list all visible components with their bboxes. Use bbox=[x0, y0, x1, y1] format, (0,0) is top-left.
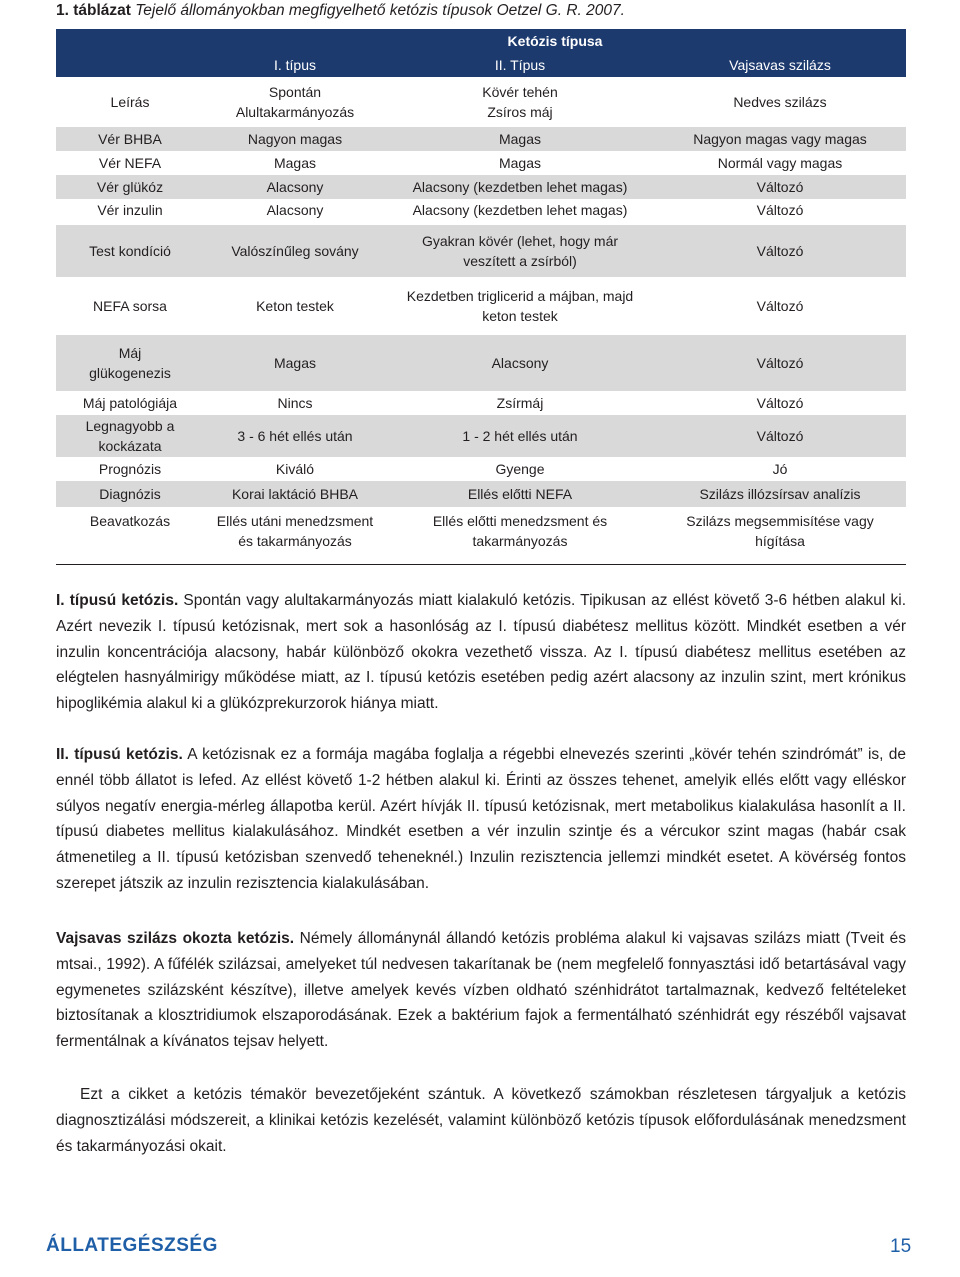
cell: Magas bbox=[204, 151, 386, 175]
cell: Ellés előtti menedzsment és takarmányozás bbox=[386, 507, 654, 564]
paragraph-butyric bbox=[56, 926, 906, 1055]
table-row bbox=[56, 335, 906, 391]
cell: Alacsony (kezdetben lehet magas) bbox=[386, 199, 654, 223]
cell: Alacsony bbox=[204, 175, 386, 199]
paragraph-type-2 bbox=[56, 742, 906, 897]
cell: Változó bbox=[654, 223, 906, 277]
paragraph-text: A ketózisnak ez a formája magába foglalja a régebbi elnevezés szerinti „kövér tehén szindrómát” is, de ennél több állatot is lefed. Az ellést követő 1-2 hétben alakul ki. Érinti az összes tehenet, amelyik ellés előtt vagy elléskor súlyos negatív energia-mérleg állapotba kerül. Azért hívják II. típusú ketózisnak, mert metabolikus kialakulása hasonlít a II. típusú diabetes mellitus kialakulásához. Mindkét esetben a vér inzulin szintje és a vércukor szint magas (habár csak átmenetileg a II. típusú ketózisban szenvedő teheneknél.) Inzulin rezisztencia jellemzi mindkét esetet. A kövérség fontos szerepet játszik az inzulin rezisztencia kialakulásában. bbox=[56, 746, 906, 892]
cell: Kezdetben triglicerid a májban, majd keton testek bbox=[386, 277, 654, 335]
table-row bbox=[56, 77, 906, 127]
cell: Változó bbox=[654, 391, 906, 415]
row-label: Vér NEFA bbox=[56, 151, 204, 175]
row-label: Vér glükóz bbox=[56, 175, 204, 199]
cell: 1 - 2 hét ellés után bbox=[386, 415, 654, 457]
cell: 3 - 6 hét ellés után bbox=[204, 415, 386, 457]
cell: Zsírmáj bbox=[386, 391, 654, 415]
row-label: Test kondíció bbox=[56, 223, 204, 277]
cell: Alacsony (kezdetben lehet magas) bbox=[386, 175, 654, 199]
table-caption bbox=[56, 2, 625, 20]
cell: Változó bbox=[654, 415, 906, 457]
paragraph-closing bbox=[56, 1082, 906, 1159]
row-label: Diagnózis bbox=[56, 481, 204, 507]
cell: Nagyon magas vagy magas bbox=[654, 127, 906, 151]
cell: Nedves szilázs bbox=[654, 77, 906, 127]
table-row bbox=[56, 151, 906, 175]
cell: Ellés utáni menedzsment és takarmányozás bbox=[204, 507, 386, 564]
cell: Keton testek bbox=[204, 277, 386, 335]
ketosis-types-table bbox=[56, 29, 906, 565]
cell: Spontán Alultakarmányozás bbox=[204, 77, 386, 127]
cell: Változó bbox=[654, 199, 906, 223]
paragraph-lead: II. típusú ketózis. bbox=[56, 746, 183, 763]
cell: Nincs bbox=[204, 391, 386, 415]
row-label: Máj patológiája bbox=[56, 391, 204, 415]
cell: Magas bbox=[386, 127, 654, 151]
cell: Normál vagy magas bbox=[654, 151, 906, 175]
cell: Ellés előtti NEFA bbox=[386, 481, 654, 507]
cell: Jó bbox=[654, 457, 906, 481]
paragraph-text: Némely állománynál állandó ketózis probléma alakul ki vajsavas szilázs miatt (Tveit és mtsai., 1992). A fűfélék szilázsai, amelyeket túl nedvesen takarítanak be (nem megfelelő fonnyasztási idő betartásával vagy egymenetes szilázsként készítve), illetve amelyek kevés vízben oldható szénhidrátot tartalmaznak, kedvező feltételeket biztosítanak a klosztridiumok elszaporodásának. Ezek a baktérium fajok a fermentálható szénhidrát egy részéből vajsavat fermentálnak a kívánatos tejsav helyett. bbox=[56, 930, 906, 1051]
paragraph-lead: I. típusú ketózis. bbox=[56, 592, 179, 609]
cell: Változó bbox=[654, 335, 906, 391]
row-label: Prognózis bbox=[56, 457, 204, 481]
row-label: NEFA sorsa bbox=[56, 277, 204, 335]
cell: Valószínűleg sovány bbox=[204, 223, 386, 277]
cell: Változó bbox=[654, 175, 906, 199]
cell: Nagyon magas bbox=[204, 127, 386, 151]
table-row bbox=[56, 507, 906, 564]
header-blank bbox=[56, 29, 204, 53]
header-group: Ketózis típusa bbox=[204, 29, 906, 53]
cell: Kiváló bbox=[204, 457, 386, 481]
paragraph-type-1 bbox=[56, 588, 906, 717]
table-row bbox=[56, 391, 906, 415]
row-label: Beavatkozás bbox=[56, 507, 204, 564]
row-label: Vér BHBA bbox=[56, 127, 204, 151]
cell: Szilázs megsemmisítése vagy hígítása bbox=[654, 507, 906, 564]
page-number: 15 bbox=[890, 1236, 912, 1257]
row-label: Máj glükogenezis bbox=[56, 335, 204, 391]
column-header-type-1: I. típus bbox=[204, 53, 386, 77]
cell: Alacsony bbox=[204, 199, 386, 223]
paragraph-text: Spontán vagy alultakarmányozás miatt kialakuló ketózis. Tipikusan az ellést követő 3-6 hétben alakul ki. Azért nevezik I. típusú ketózisnak, mert sok a hasonlóság az I. típusú diabétesz mellitus között. Mindkét esetben a vér inzulin koncentrációja alacsony, habár különböző okokra vezethető vissza. Az I. típusú diabétesz mellitus esetében az elégtelen hasnyálmirigy működése miatt, az I. típusú ketózis esetében pedig azért alacsony az inzulin szint, mert krónikus hipoglikémia alakul ki a glükózprekurzorok hiánya miatt. bbox=[56, 592, 907, 713]
cell: Gyakran kövér (lehet, hogy már veszített a zsírból) bbox=[386, 223, 654, 277]
column-header-type-2: II. Típus bbox=[386, 53, 654, 77]
table-row bbox=[56, 277, 906, 335]
cell: Szilázs illózsírsav analízis bbox=[654, 481, 906, 507]
table-row bbox=[56, 415, 906, 457]
cell: Változó bbox=[654, 277, 906, 335]
table-row bbox=[56, 223, 906, 277]
cell: Magas bbox=[204, 335, 386, 391]
table-number: 1. táblázat bbox=[56, 2, 131, 19]
paragraph-text: Ezt a cikket a ketózis témakör bevezetőjeként szántuk. A következő számokban részletesen tárgyaljuk a ketózis diagnosztizálási módszereit, a klinikai ketózis kezelését, valamint különböző ketózis típusok előfordulásának menedzsment és takarmányozási okait. bbox=[56, 1086, 906, 1155]
row-label: Legnagyobb a kockázata bbox=[56, 415, 204, 457]
cell: Magas bbox=[386, 151, 654, 175]
paragraph-lead: Vajsavas szilázs okozta ketózis. bbox=[56, 930, 295, 947]
row-label: Leírás bbox=[56, 77, 204, 127]
cell: Korai laktáció BHBA bbox=[204, 481, 386, 507]
cell: Alacsony bbox=[386, 335, 654, 391]
cell: Gyenge bbox=[386, 457, 654, 481]
cell: Kövér tehén Zsíros máj bbox=[386, 77, 654, 127]
header-blank-2 bbox=[56, 53, 204, 77]
row-label: Vér inzulin bbox=[56, 199, 204, 223]
table-row bbox=[56, 481, 906, 507]
column-header-butyric: Vajsavas szilázs bbox=[654, 53, 906, 77]
table-row bbox=[56, 457, 906, 481]
table-title: Tejelő állományokban megfigyelhető ketózis típusok Oetzel G. R. 2007. bbox=[135, 2, 625, 19]
footer-brand: ÁLLATEGÉSZSÉG bbox=[46, 1235, 218, 1256]
table-row bbox=[56, 175, 906, 199]
table-row bbox=[56, 199, 906, 223]
table-row bbox=[56, 127, 906, 151]
